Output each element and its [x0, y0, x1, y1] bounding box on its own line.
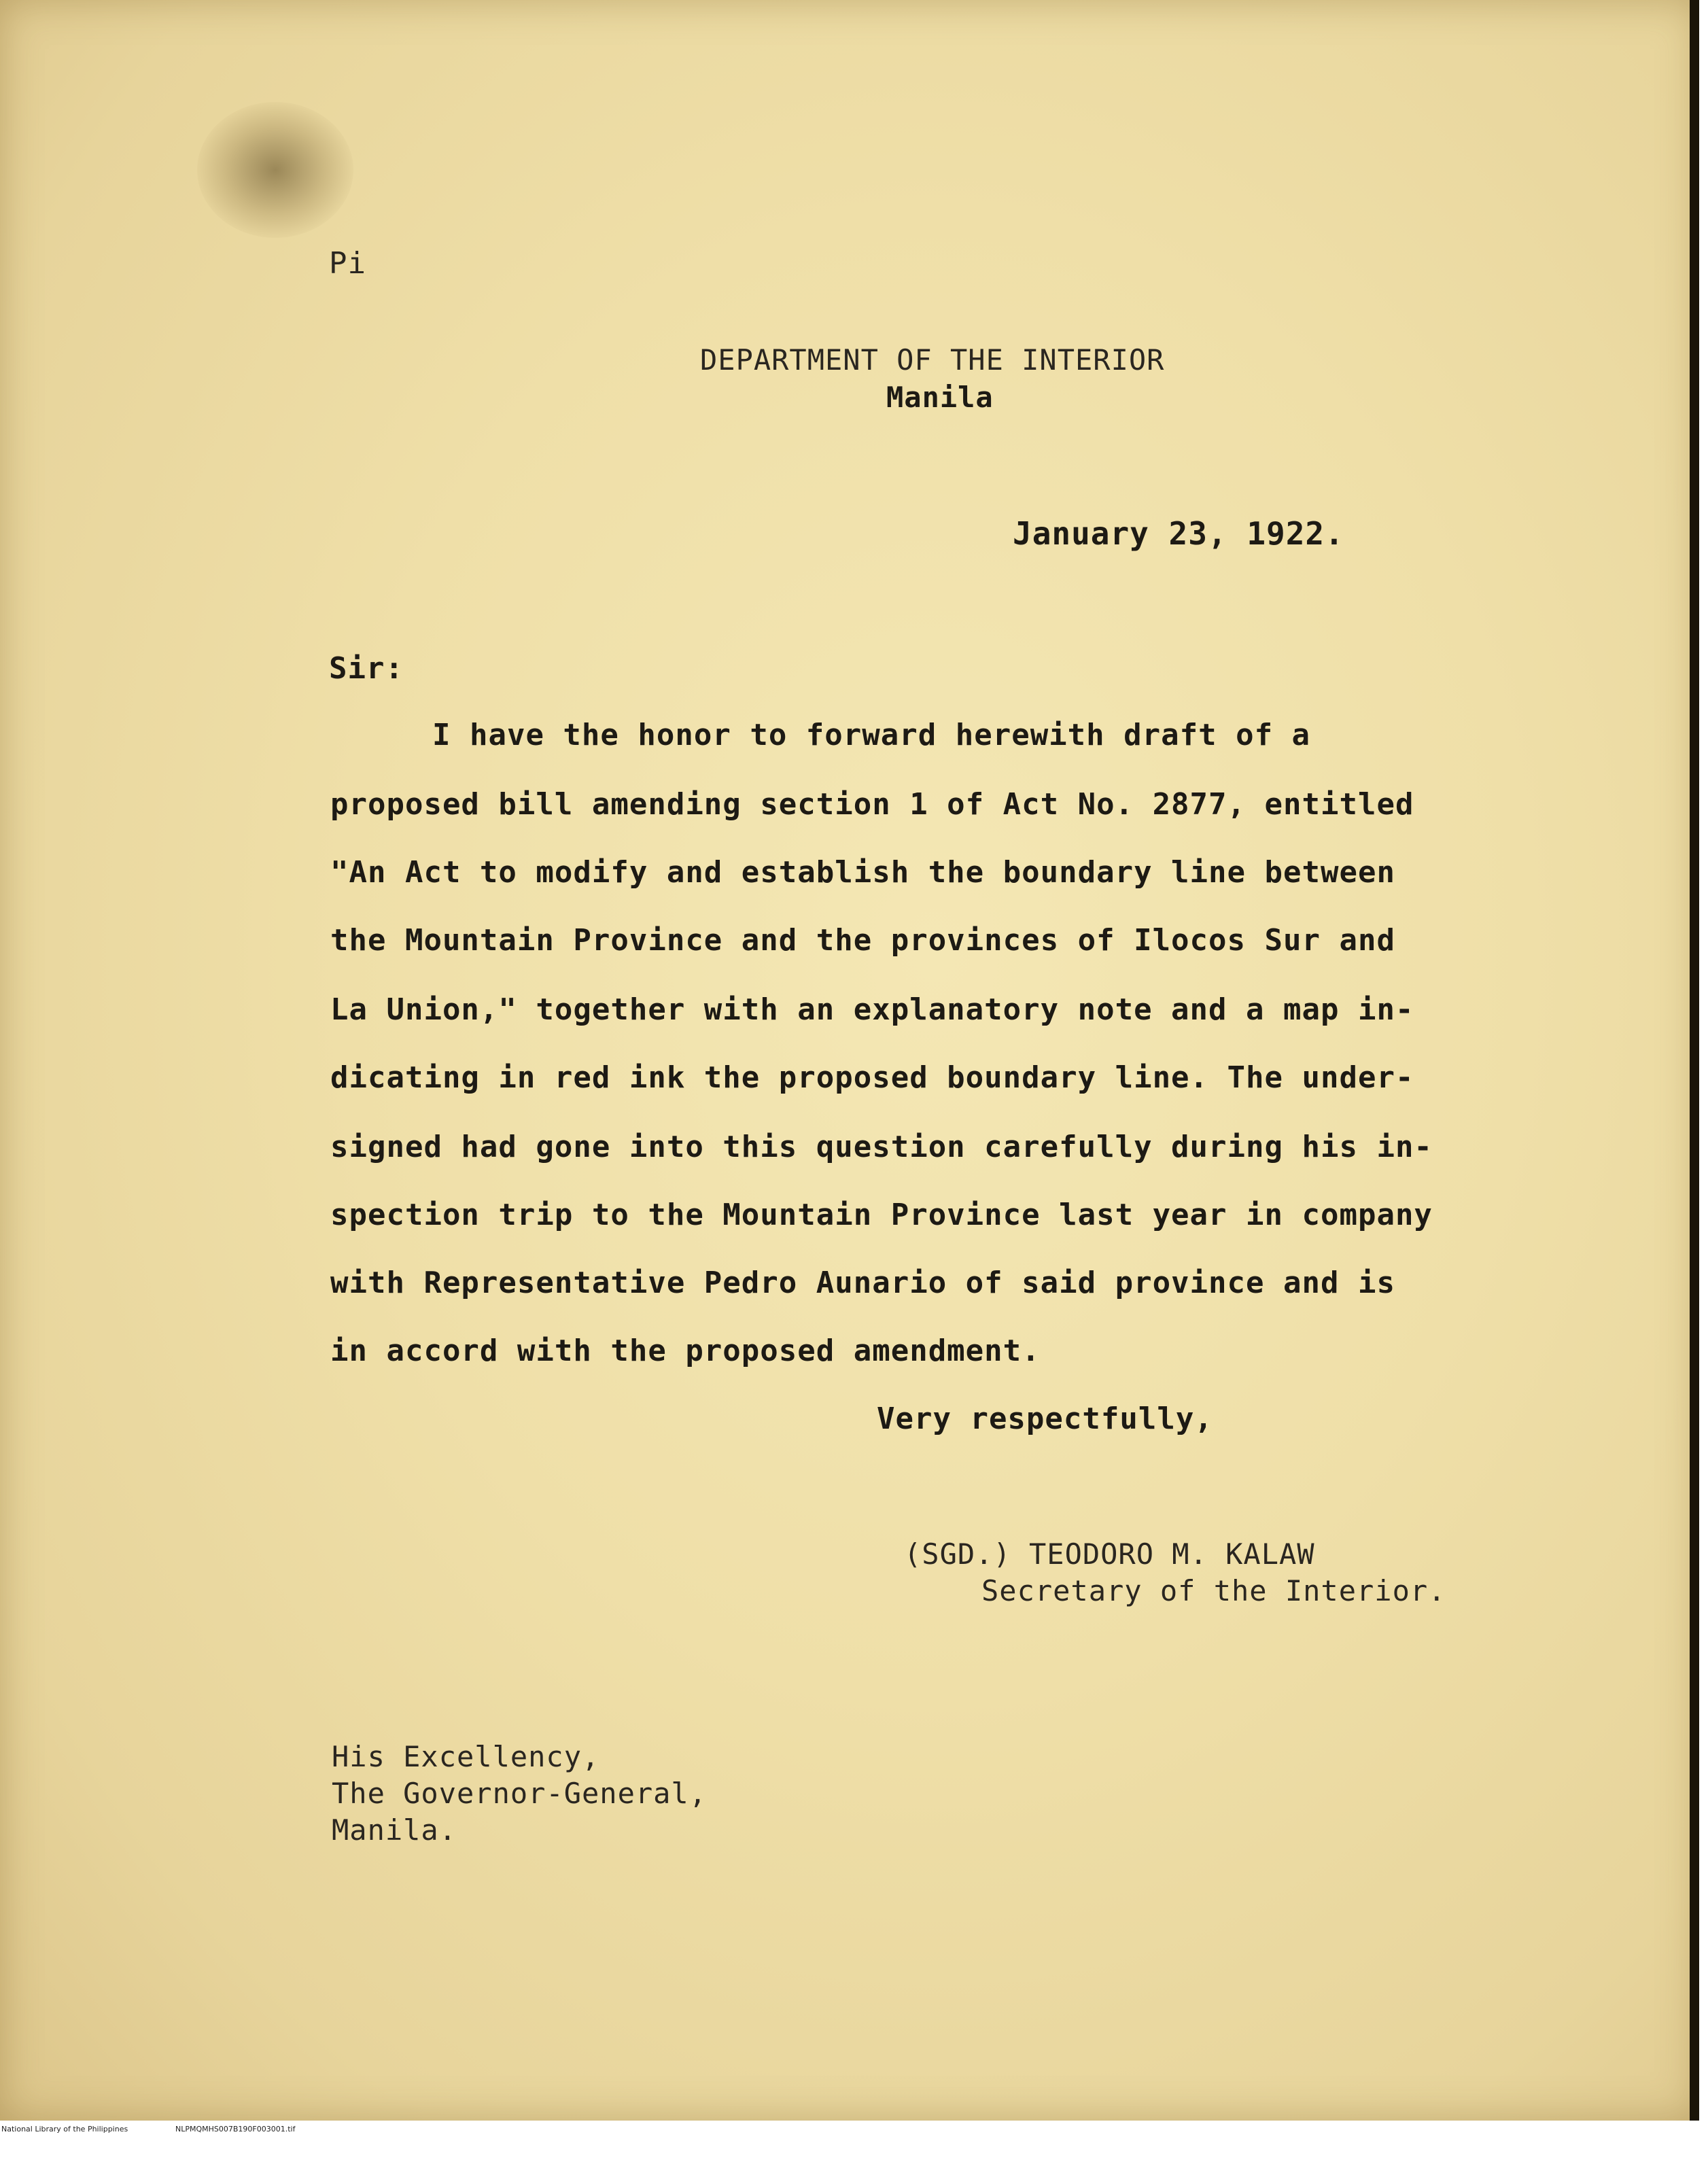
- body-line: spection trip to the Mountain Province last year in company: [330, 1198, 1433, 1232]
- body-line: dicating in red ink the proposed boundary line. The under-: [330, 1060, 1414, 1095]
- closing: Very respectfully,: [877, 1401, 1213, 1436]
- body-line: the Mountain Province and the provinces of Ilocos Sur and: [330, 923, 1395, 958]
- salutation: Sir:: [329, 651, 404, 686]
- addressee-line: Manila.: [332, 1813, 457, 1847]
- body-line: signed had gone into this question carefully during his in-: [330, 1130, 1433, 1164]
- scan-footer: [0, 2123, 1708, 2136]
- footer-filename: NLPMQMHS007B190F003001.tif: [175, 2125, 296, 2133]
- letterhead-city: Manila: [886, 381, 994, 414]
- body-line: with Representative Pedro Aunario of said province and is: [330, 1266, 1395, 1300]
- body-line: I have the honor to forward herewith draft of a: [432, 718, 1311, 752]
- scan-edge: [1690, 0, 1699, 2121]
- letterhead-department: DEPARTMENT OF THE INTERIOR: [700, 343, 1165, 377]
- letter-date: January 23, 1922.: [1013, 515, 1344, 552]
- footer-library: National Library of the Philippines: [1, 2125, 128, 2133]
- addressee-line: The Governor-General,: [332, 1777, 708, 1810]
- body-line: in accord with the proposed amendment.: [330, 1334, 1041, 1368]
- body-line: proposed bill amending section 1 of Act No. 2877, entitled: [330, 787, 1414, 822]
- body-line: "An Act to modify and establish the boundary line between: [330, 855, 1395, 890]
- paper-stain: [197, 102, 353, 238]
- addressee-line: His Excellency,: [332, 1740, 600, 1773]
- signature-name: (SGD.) TEODORO M. KALAW: [904, 1537, 1315, 1571]
- initials: Pi: [329, 246, 366, 281]
- body-line: La Union," together with an explanatory note and a map in-: [330, 992, 1414, 1027]
- signature-title: Secretary of the Interior.: [981, 1574, 1446, 1607]
